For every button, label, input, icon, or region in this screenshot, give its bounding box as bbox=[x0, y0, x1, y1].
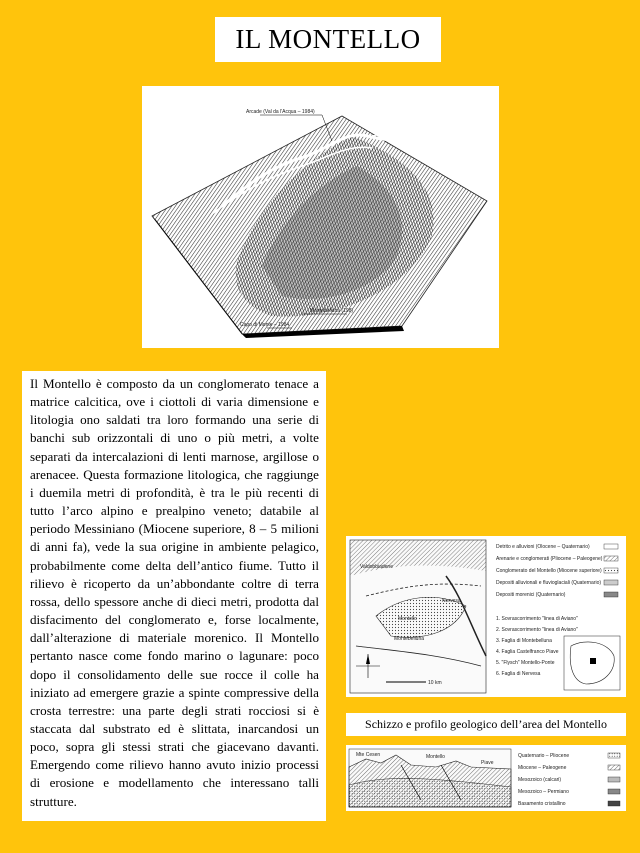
profile-legend bbox=[518, 753, 620, 807]
profile-label-piave: Piave bbox=[481, 760, 494, 766]
profile-legend-item-2: Miocene – Paleogene bbox=[518, 765, 567, 771]
profile-legend-item-4: Mesozoico – Permiano bbox=[518, 789, 569, 795]
map-fault-5: 5. "Flysch" Montello-Ponte bbox=[496, 660, 555, 666]
geological-map bbox=[346, 536, 626, 697]
profile-label-montello: Montello bbox=[426, 754, 445, 760]
page-title: IL MONTELLO bbox=[215, 17, 441, 62]
geological-sketch-map bbox=[346, 536, 626, 697]
figure-caption: Schizzo e profilo geologico dell’area del Montello bbox=[346, 713, 626, 736]
map-fault-3: 3. Faglia di Montebelluna bbox=[496, 638, 552, 644]
map-legend bbox=[496, 544, 618, 598]
relief-label-bottom: Capo di Monte – 1984 bbox=[240, 322, 290, 328]
geological-profile-section bbox=[346, 745, 626, 811]
profile-legend-item-5: Basamento cristallino bbox=[518, 801, 566, 807]
profile-legend-item-3: Mesozoico (calcari) bbox=[518, 777, 562, 783]
map-scale-label: 10 km bbox=[428, 680, 442, 686]
map-fault-2: 2. Sovrascorrimento "linea di Aviano" bbox=[496, 627, 578, 633]
map-place-nervesa: Nervesa bbox=[442, 598, 461, 604]
geological-profile bbox=[346, 745, 626, 811]
map-legend-item-5: Depositi morenici (Quaternario) bbox=[496, 592, 566, 598]
profile-label-cesen: Mte Cesen bbox=[356, 752, 381, 758]
body-text: Il Montello è composto da un conglomerato tenace a matrice calcitica, ove i ciottoli di varia dimensione e litologia ono saldati tra loro formando una serie di banchi sub orizzontali di uno o più metri, a volte separati da intercalazioni di lenti marnose, argillose o arenacee. Questa formazione litologica, che raggiunge i duemila metri di profondità, è tra le più recenti di tutto l’arco alpino e prealpino veneto; databile al periodo Messiniano (Miocene superiore, 8 – 5 milioni di anni fa), vede la sua origine in ambiente pelagico, probabilmente come delta dell’antico fiume. Tutto il rilievo è ricoperto da un’abbondante coltre di terra rossa, dello spessore anche di dieci metri, prodotta dal disfacimento del conglomerato e, forse localmente, dall’alterazione di materiale morenico. Il Montello pertanto nasce come fondo marino o lagunare: poco dopo il consolidamento delle sue rocce il colle ha iniziato ad emergere grazie a spinte compressive della crosta terrestre: una parte degli strati rocciosi si è staccata dal substrato ed è slittata, inarcandosi un poco, sopra gli stessi strati che giacevano davanti. Emergendo come rilievo hanno avuto inizio processi di erosione e modellamento che interessano talli strutture. bbox=[22, 371, 326, 821]
relief-label-right: Montebelluna (198) bbox=[310, 308, 354, 314]
map-place-montebelluna: Montebelluna bbox=[394, 636, 425, 642]
relief-label-top: Arcade (Val da l'Acqua – 1984) bbox=[246, 109, 315, 115]
map-place-valdobbiadene: Valdobbiadene bbox=[360, 564, 393, 570]
map-fault-4: 4. Faglia Castelfranco Piave bbox=[496, 649, 559, 655]
map-legend-item-3: Conglomerato del Montello (Miocene superiore) bbox=[496, 568, 602, 574]
map-legend-item-2: Arenarie e conglomerati (Pliocene – Paleogene) bbox=[496, 556, 603, 562]
montello-relief-illustration bbox=[142, 86, 499, 348]
profile-legend-item-1: Quaternario – Pliocene bbox=[518, 753, 570, 759]
map-legend-item-1: Detrito e alluvioni (Olocene – Quaternario) bbox=[496, 544, 590, 550]
region-inset-map bbox=[564, 636, 620, 690]
map-legend-item-4: Depositi alluvionali e fluvioglaciali (Quaternario) bbox=[496, 580, 602, 586]
map-fault-6: 6. Faglia di Nervesa bbox=[496, 671, 541, 677]
relief-image bbox=[142, 86, 499, 348]
map-place-montello: Montello bbox=[398, 616, 417, 622]
map-fault-1: 1. Sovrascorrimento "linea di Aviano" bbox=[496, 616, 578, 622]
